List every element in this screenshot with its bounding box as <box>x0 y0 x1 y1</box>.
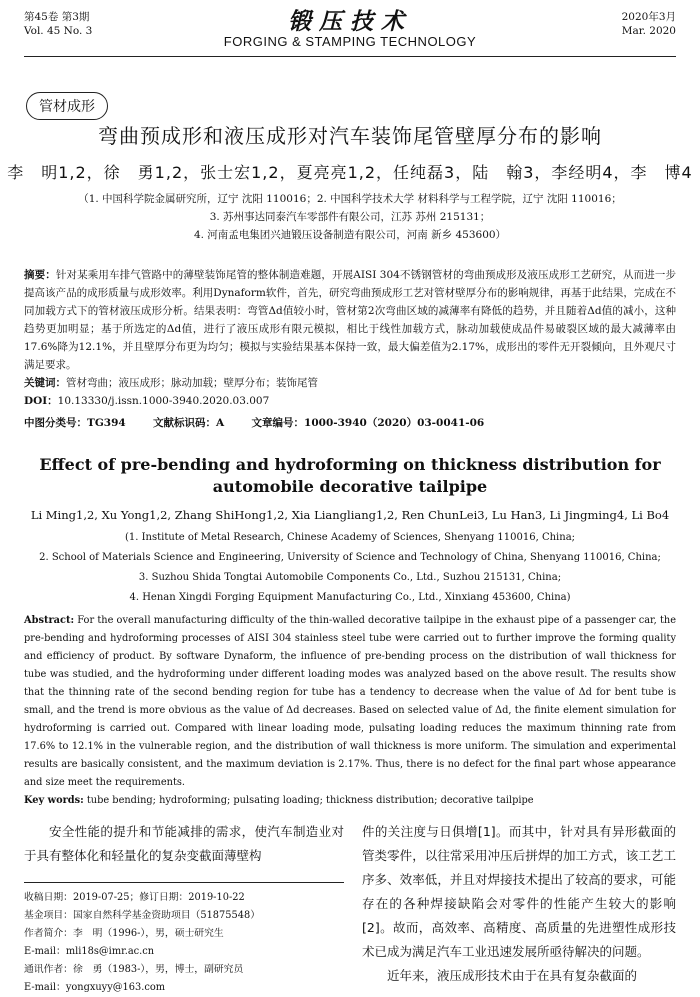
affiliation-cn-line: （1. 中国科学院金属研究所，辽宁 沈阳 110016；2. 中国科学技术大学 材料科学与工程学院，辽宁 沈阳 110016； <box>78 193 622 205</box>
date-cn: 2020年3月 <box>621 11 676 23</box>
keywords-cn <box>24 374 676 392</box>
column-tag: 管材成形 <box>26 92 108 120</box>
volume-en: Vol. 45 No. 3 <box>24 25 93 37</box>
abstract-cn-label: 摘要： <box>24 269 56 281</box>
abstract-cn-text: 针对某乘用车排气管路中的薄壁装饰尾管的整体制造难题，开展AISI 304不锈钢管材的弯曲预成形及液压成形工艺研究，从而进一步提高该产品的成形质量与成形效率。利用Dynaform软件，首先，研究弯曲预成形工艺对管材壁厚分布的影响规律，再基于此结果，完成在不同加载方式下的管材液压成形分析。结果表明：弯管Δd值较小时，管材第2次弯曲区域的减薄率有降低的趋势，并且随着Δd值的减小，这种趋势更加明显；基于所选定的Δd值，进行了液压成形有限元模拟，相比于线性加载方式，脉动加载使成品件易破裂区域的最大减薄率由17.6%降为12.1%，并且壁厚分布更为均匀；模拟与实验结果基本保持一致，最大偏差值为2.17%，成形出的零件无开裂倾向，且外观尺寸满足要求。 <box>24 269 677 371</box>
abstract-cn <box>24 266 676 374</box>
body-column-left <box>24 820 344 997</box>
classification-row <box>24 414 676 432</box>
keywords-cn-label: 关键词： <box>24 377 66 389</box>
keywords-en-text: tube bending; hydroforming; pulsating loading; thickness distribution; decorative tailpipe <box>86 795 534 806</box>
title-en-line2: automobile decorative tailpipe <box>212 477 488 496</box>
corresponding-author: 通讯作者：徐 勇（1983-），男，博士，副研究员 <box>24 964 244 975</box>
date-en: Mar. 2020 <box>621 25 676 37</box>
body-column-right <box>362 820 676 988</box>
abstract-cn-block <box>24 266 676 432</box>
affiliation-cn-line: 3. 苏州事达同泰汽车零部件有限公司，江苏 苏州 215131； <box>209 211 491 223</box>
title-en-line1: Effect of pre-bending and hydroforming on thickness distribution for <box>39 455 661 474</box>
doi-link[interactable]: 10.13330/j.issn.1000-3940.2020.03.007 <box>57 395 270 407</box>
abstract-en-text: For the overall manufacturing difficulty of the thin-walled decorative tailpipe in the exhaust pipe of a passenger car, the pre-bending and hydroforming processes of AISI 304 stainless steel tube were carried out to further improve the forming quality and efficiency of product. By software Dynaform, the influence of pre-bending process on the distribution of wall thickness for tube was studied, and the hydroforming under different loading modes was analyzed based on the above result. The results show that the thinning rate of the second bending region for tube has a tendency to decrease when the value of Δd for bent tube is small, and the trend is more obvious as the value of Δd decreases. Based on selected value of Δd, the finite element simulation for hydroforming is carried out. Compared with linear loading mode, pulsating loading reduces the maximum thinning rate from 17.6% to 12.1% in the vulnerable region, and the distribution of wall thickness is more uniform. The simulation and experimental results are basically consistent, and the maximum deviation is 2.17%. Thus, there is no defect for the final part whose appearance and size meet the requirements. <box>24 615 676 788</box>
affiliations-en <box>0 528 700 608</box>
received-date: 收稿日期：2019-07-25；修订日期：2019-10-22 <box>24 892 245 903</box>
affiliation-en-line: 3. Suzhou Shida Tongtai Automobile Components Co., Ltd., Suzhou 215131, China; <box>138 572 562 583</box>
paper-title-en <box>0 454 700 498</box>
author-email[interactable]: E-mail：mli18s@imr.ac.cn <box>24 946 155 957</box>
author-bio: 作者简介：李 明（1996-），男，硕士研究生 <box>24 928 224 939</box>
corresponding-email[interactable]: E-mail：yongxuyy@163.com <box>24 982 166 993</box>
keywords-en <box>24 792 676 810</box>
doi-label: DOI： <box>24 395 58 407</box>
article-number: 文章编号：1000-3940（2020）03-0041-06 <box>251 417 485 429</box>
journal-name-cn: 锻压技术 <box>288 8 412 35</box>
journal-header <box>24 10 676 57</box>
affiliation-en-line: 2. School of Materials Science and Engineering, University of Science and Technology of China, Shenyang 110016, China; <box>39 552 661 563</box>
volume-cn: 第45卷 第3期 <box>24 11 90 23</box>
journal-name-en: FORGING & STAMPING TECHNOLOGY <box>223 34 477 49</box>
body-paragraph: 件的关注度与日俱增[1]。而其中，针对具有异形截面的管类零件，以往常采用冲压后拼焊的加工方式，该工艺工序多、效率低，并且对焊接技术提出了较高的要求，可能存在的各种焊接缺陷会对零件的性能产生较大的影响[2]。故而，高效率、高精度、高质量的先进塑性成形技术已成为满足汽车工业迅速发展所亟待解决的问题。 <box>362 824 676 959</box>
authors-en: Li Ming1,2, Xu Yong1,2, Zhang ShiHong1,2, Xia Liangliang1,2, Ren ChunLei3, Lu Han3, Li Jingming4, Li Bo4 <box>30 508 670 522</box>
body-paragraph: 安全性能的提升和节能减排的需求，使汽车制造业对于具有整体化和轻量化的复杂变截面薄壁构 <box>24 824 344 863</box>
keywords-cn-text: 管材弯曲；液压成形；脉动加载；壁厚分布；装饰尾管 <box>66 377 318 389</box>
abstract-en <box>24 612 676 792</box>
paper-title-cn: 弯曲预成形和液压成形对汽车装饰尾管壁厚分布的影响 <box>98 124 602 148</box>
doc-code: 文献标识码：A <box>153 417 225 429</box>
authors-cn <box>0 160 700 183</box>
affiliation-cn-line: 4. 河南孟电集团兴迪锻压设备制造有限公司，河南 新乡 453600） <box>193 229 507 241</box>
abstract-en-block <box>24 612 676 810</box>
abstract-en-label: Abstract: <box>24 615 75 626</box>
body-paragraph: 近年来，液压成形技术由于在具有复杂截面的 <box>387 968 638 983</box>
doi <box>24 392 676 410</box>
affiliation-en-line: (1. Institute of Metal Research, Chinese Academy of Sciences, Shenyang 110016, China; <box>124 532 576 543</box>
fund-project: 基金项目：国家自然科学基金资助项目（51875548） <box>24 910 261 921</box>
authors-cn-text: 李 明1,2，徐 勇1,2，张士宏1,2，夏亮亮1,2，任纯磊3，陆 翰3，李经明4，李 博4 <box>7 163 693 182</box>
affiliation-en-line: 4. Henan Xingdi Forging Equipment Manufacturing Co., Ltd., Xinxiang 453600, China) <box>129 592 571 603</box>
affiliations-cn <box>0 190 700 244</box>
header-date <box>622 10 676 38</box>
header-journal <box>24 10 676 50</box>
footnote-block <box>24 882 344 997</box>
keywords-en-label: Key words: <box>24 795 84 806</box>
clc-number: 中图分类号：TG394 <box>24 417 126 429</box>
